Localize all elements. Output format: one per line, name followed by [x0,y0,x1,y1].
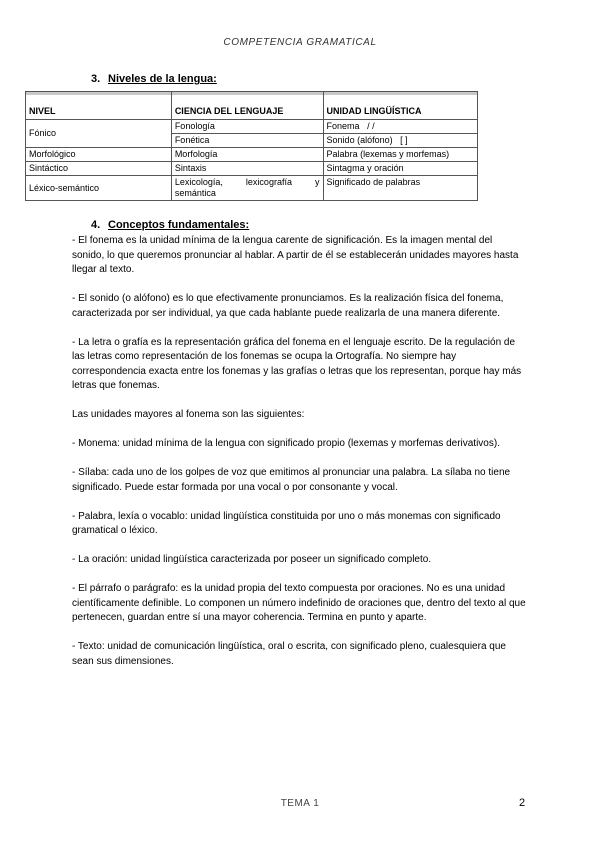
paragraph: - Texto: unidad de comunicación lingüística, oral o escrita, con significado pleno, cualesquiera que sean sus dimensiones. [72,641,506,667]
cell-ciencia: Sintaxis [171,162,323,176]
table-row [26,176,478,201]
cell-unidad: Fonema / / [323,120,477,134]
header-unidad: UNIDAD LINGÜÍSTICA [323,92,477,120]
section-3-heading [91,73,217,85]
cell-nivel: Morfológico [26,148,172,162]
concepts-body [72,234,527,684]
language-levels-table [25,91,478,201]
cell-ciencia: Lexicología, lexicografía y semántica [171,176,323,201]
cell-unidad: Palabra (lexemas y morfemas) [323,148,477,162]
paragraph: - El fonema es la unidad mínima de la lengua carente de significación. Es la imagen mental del sonido, lo que queremos pronunciar al hablar. A partir de él se establecerán unidades mayores hasta llegar al texto. [72,235,519,275]
page-header: COMPETENCIA GRAMATICAL [223,37,377,48]
cell-nivel: Sintáctico [26,162,172,176]
footer-label: TEMA 1 [280,798,320,809]
cell-nivel: Fónico [26,120,172,148]
cell-ciencia: Fonología [171,120,323,134]
page-number: 2 [519,797,526,809]
paragraph: Las unidades mayores al fonema son las siguientes: [72,409,305,420]
paragraph: - Sílaba: cada uno de los golpes de voz que emitimos al pronunciar una palabra. La sílaba no tiene significado. Puede estar formada por una vocal o por consonante y vocal. [72,467,511,493]
cell-unidad: Sintagma y oración [323,162,477,176]
table-row [26,148,478,162]
paragraph: - La letra o grafía es la representación gráfica del fonema en el lenguaje escrito. De la regulación de las letras como representación de los fonemas se ocupa la Ortografía. No siempre hay correspondencia exacta entre los fonemas y las grafías o letras que los representan, porque hay más letras que fonemas. [72,336,522,391]
cell-nivel: Léxico-semántico [26,176,172,201]
paragraph: - El párrafo o parágrafo: es la unidad propia del texto compuesta por oraciones. No es una unidad científicamente definible. Lo componen un número indefinido de oraciones que, dentro del texto al que pertenecen, guardan entre sí una mayor coherencia. Termina en punto y aparte. [72,583,526,623]
table-header-row [26,92,478,120]
cell-unidad: Significado de palabras [323,176,477,201]
section-title: Niveles de la lengua: [108,73,217,85]
table-row [26,120,478,134]
cell-ciencia: Fonética [171,134,323,148]
section-number: 3. [91,73,101,85]
header-nivel: NIVEL [26,92,172,120]
cell-ciencia: Morfología [171,148,323,162]
paragraph: - Palabra, lexía o vocablo: unidad lingüística constituida por uno o más monemas con significado gramatical o léxico. [72,510,501,536]
cell-unidad: Sonido (alófono) [ ] [323,134,477,148]
section-4-heading [91,219,249,231]
section-number: 4. [91,219,101,231]
paragraph: - Monema: unidad mínima de la lengua con significado propio (lexemas y morfemas derivativos). [72,438,500,449]
paragraph: - La oración: unidad lingüística caracterizada por poseer un significado completo. [72,554,432,565]
header-ciencia: CIENCIA DEL LENGUAJE [171,92,323,120]
paragraph: - El sonido (o alófono) es lo que efectivamente pronunciamos. Es la realización física del fonema, caracterizada por ser individual, ya que cada hablante puede realizarla de una manera diferente. [72,293,504,319]
section-title: Conceptos fundamentales: [108,219,250,231]
table-row [26,162,478,176]
